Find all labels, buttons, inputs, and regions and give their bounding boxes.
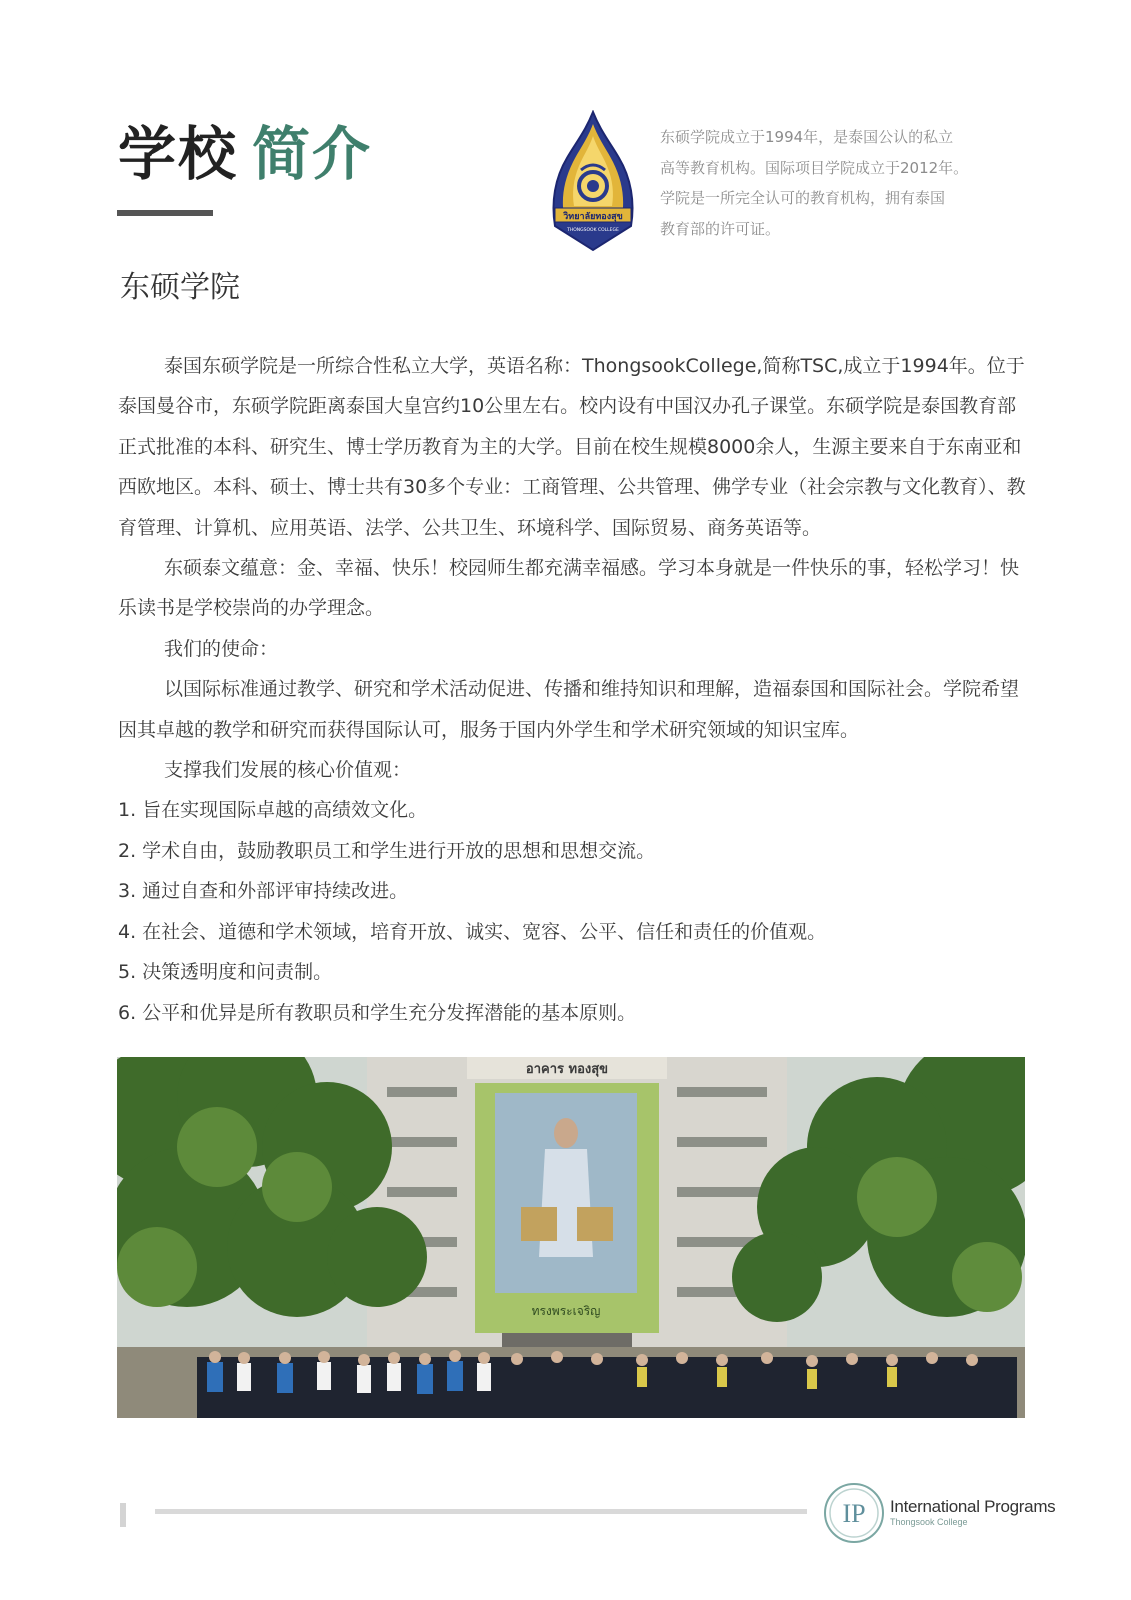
logo-english-text: THONGSOOK COLLEGE [567,228,619,233]
logo-thai-text: วิทยาลัยทองสุข [563,212,623,222]
ip-logo-letters: IP [842,1499,866,1528]
footer-brand [890,1497,1070,1528]
value-item: 3. 通过自查和外部评审持续改进。 [118,880,409,903]
intro-blurb [660,122,1000,244]
body-text [118,346,1028,1033]
footer-divider-short [120,1503,126,1527]
title-underline [117,210,213,216]
footer-brand-name: International Programs [890,1497,1056,1516]
value-item: 6. 公平和优异是所有教职员和学生充分发挥潜能的基本原则。 [118,1001,637,1024]
intro-line: 学院是一所完全认可的教育机构，拥有泰国 [660,189,946,207]
value-item: 1. 旨在实现国际卓越的高绩效文化。 [118,799,428,822]
page-title [118,118,372,190]
value-item: 5. 决策透明度和问责制。 [118,961,333,984]
value-item: 4. 在社会、道德和学术领域，培育开放、诚实、宽容、公平、信任和责任的价值观。 [118,920,827,943]
section-title: 东硕学院 [120,270,240,305]
intro-line: 教育部的许可证。 [660,219,781,238]
page-title-part1: 学校 [118,120,239,188]
footer-brand-sub: Thongsook College [890,1517,968,1527]
page-title-part2: 简介 [252,120,373,188]
college-logo [545,110,641,252]
paragraph-name-meaning: 东硕泰文蕴意：金、幸福、快乐！校园师生都充满幸福感。学习本身就是一件快乐的事，轻松学习！快乐读书是学校崇尚的办学理念。 [118,557,1020,620]
paragraph-overview: 泰国东硕学院是一所综合性私立大学，英语名称：ThongsookCollege,简称TSC,成立于1994年。位于泰国曼谷市，东硕学院距离泰国大皇宫约10公里左右。校内设有中国汉办孔子课堂。东硕学院是泰国教育部正式批准的本科、研究生、博士学历教育为主的大学。目前在校生规模8000余人，生源主要来自于东南亚和西欧地区。本科、硕士、博士共有30多个专业：工商管理、公共管理、佛学专业（社会宗教与文化教育）、教育管理、计算机、应用英语、法学、公共卫生、环境科学、国际贸易、商务英语等。 [118,355,1026,539]
intro-line: 东硕学院成立于1994年，是泰国公认的私立 [660,128,954,146]
values-heading: 支撑我们发展的核心价值观： [164,759,412,782]
ip-logo-icon [823,1482,885,1544]
footer-divider [155,1509,807,1514]
mission-text: 以国际标准通过教学、研究和学术活动促进、传播和维持知识和理解，造福泰国和国际社会。学院希望因其卓越的教学和研究而获得国际认可，服务于国内外学生和学术研究领域的知识宝库。 [118,678,1020,741]
campus-photo [117,1057,1025,1418]
value-item: 2. 学术自由，鼓励教职员工和学生进行开放的思想和思想交流。 [118,839,656,862]
building-sign: อาคาร ทองสุข [525,1062,609,1077]
mission-heading: 我们的使命： [164,637,279,660]
banner-caption: ทรงพระเจริญ [531,1304,601,1318]
intro-line: 高等教育机构。国际项目学院成立于2012年。 [660,158,969,177]
